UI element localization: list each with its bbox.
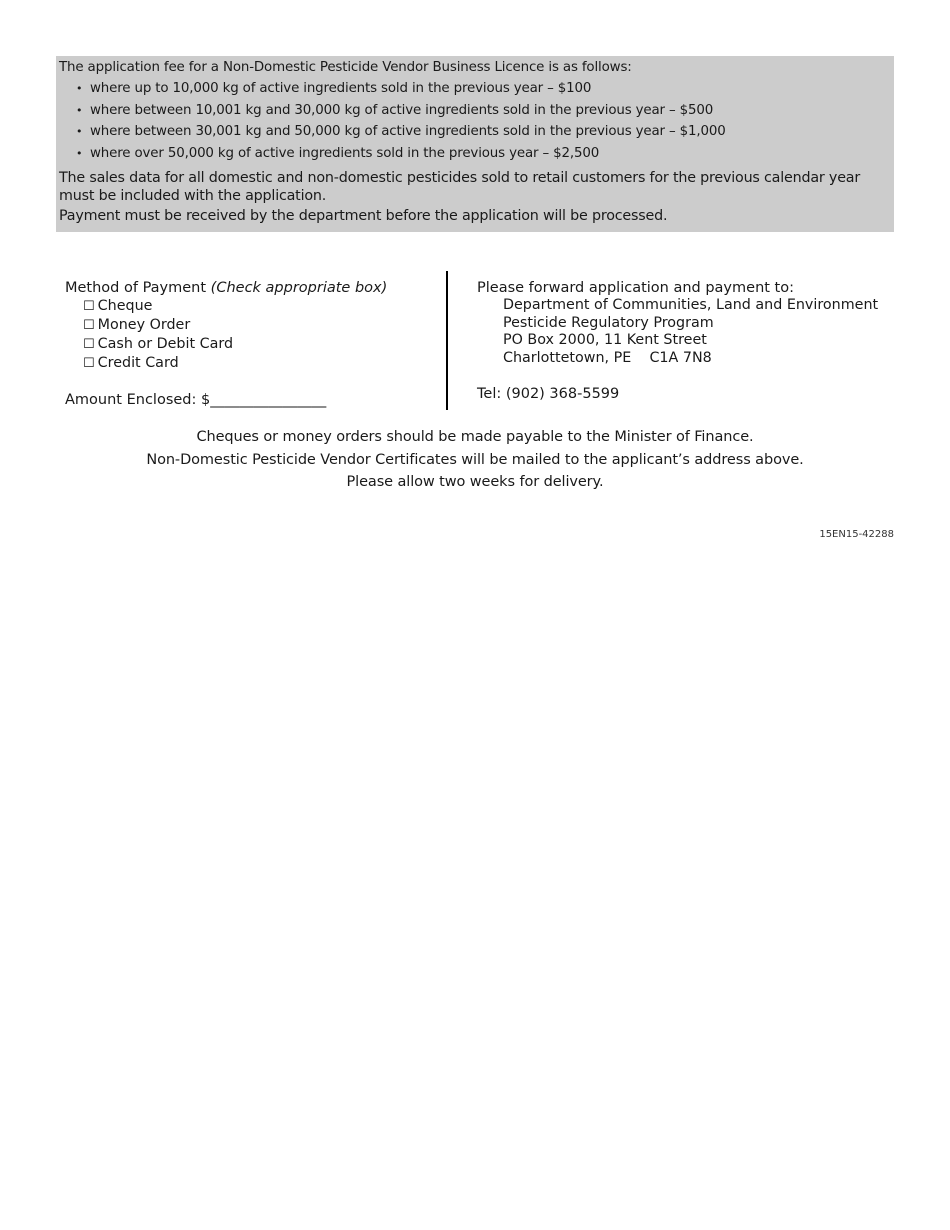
payment-method-section [65,279,440,409]
closing-notes [0,426,950,494]
fee-item-text: where between 10,001 kg and 30,000 kg of active ingredients sold in the previous year – $500 [90,102,714,118]
payment-option-label: Credit Card [97,355,179,371]
address-line-department: Department of Communities, Land and Environment [503,297,879,313]
bullet-icon: • [76,82,83,95]
fee-intro-text: The application fee for a Non-Domestic Pesticide Vendor Business Licence is as follows: [59,60,632,75]
fee-list-item [59,143,891,165]
forward-address-section [477,279,897,403]
address-line-city: Charlottetown, PE C1A 7N8 [503,349,712,366]
telephone-number: Tel: (902) 368-5599 [477,386,620,402]
form-code: 15EN15-42288 [819,529,894,540]
payment-option-credit-card[interactable] [83,354,440,373]
fee-list [59,78,891,164]
payment-option-cash-debit[interactable] [83,335,440,354]
fee-list-item [59,121,891,143]
payment-option-label: Cheque [97,298,153,314]
section-divider [446,271,448,410]
payment-method-options [65,297,440,373]
sales-data-note: The sales data for all domestic and non-domestic pesticides sold to retail customers for the previous calendar year must be included with the application. [59,170,861,204]
payment-option-cheque[interactable] [83,297,440,316]
closing-line-payable: Cheques or money orders should be made payable to the Minister of Finance. [196,429,754,445]
fee-item-text: where between 30,001 kg and 50,000 kg of active ingredients sold in the previous year – $1,000 [90,124,726,139]
fee-schedule-box [56,56,894,232]
payment-received-note: Payment must be received by the department before the application will be processed. [59,208,668,224]
fee-list-item [59,78,891,100]
forward-heading: Please forward application and payment to: [477,280,794,296]
payment-option-label: Money Order [97,317,191,333]
closing-line-delivery: Please allow two weeks for delivery. [346,474,604,490]
amount-enclosed-field[interactable]: Amount Enclosed: $________________ [65,392,327,408]
fee-list-item [59,100,891,122]
fee-item-text: where up to 10,000 kg of active ingredients sold in the previous year – $100 [90,81,592,96]
fee-item-text: where over 50,000 kg of active ingredients sold in the previous year – $2,500 [90,145,600,161]
checkbox-icon[interactable]: ☐ [83,299,95,314]
checkbox-icon[interactable]: ☐ [83,356,95,371]
checkbox-icon[interactable]: ☐ [83,318,95,333]
mailing-address [477,297,897,367]
address-line-program: Pesticide Regulatory Program [503,314,714,331]
payment-option-money-order[interactable] [83,316,440,335]
address-line-street: PO Box 2000, 11 Kent Street [503,332,707,348]
checkbox-icon[interactable]: ☐ [83,337,95,352]
bullet-icon: • [76,125,83,138]
payment-method-hint: (Check appropriate box) [210,280,388,296]
payment-method-label: Method of Payment [65,280,211,296]
bullet-icon: • [76,146,83,160]
payment-option-label: Cash or Debit Card [97,336,234,352]
closing-line-certificates: Non-Domestic Pesticide Vendor Certificates will be mailed to the applicant’s address above. [146,451,804,468]
payment-method-heading [65,279,440,297]
bullet-icon: • [76,103,83,117]
